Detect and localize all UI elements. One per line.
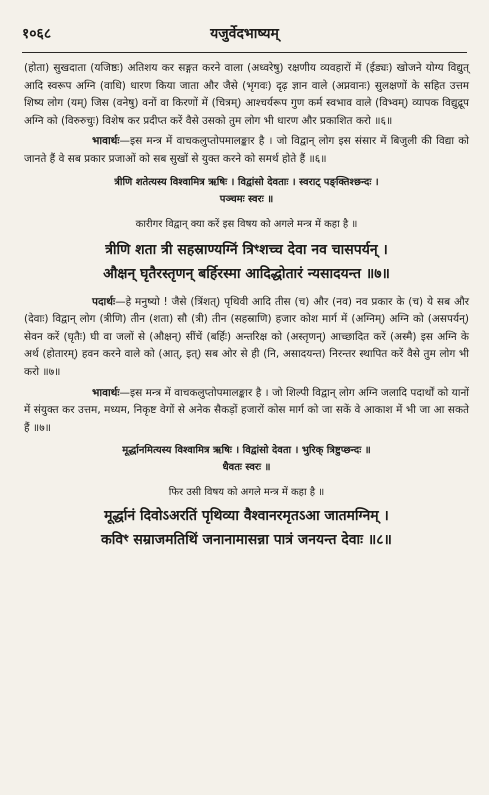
page-number: १०६८ — [22, 26, 52, 42]
padartha-continuation-6: (होता) सुखदाता (यजिष्ठः) अतिशय कर सङ्गत करने वाला (अध्वरेषु) रक्षणीय व्यवहारों में (ईड्यः) खोजने योग्य विद्युत् आदि स्वरूप अग्नि (वाधि) धारण किया जाता और जैसे (भृगवः) दृढ़ ज्ञान वाले (अप्नवानः) सुलक्षणों के सहित उत्तम शिष्य लोग (यम्) जिस (वनेषु) वनों वा किरणों में (चित्रम्) आश्चर्यरूप गुण कर्म स्वभाव वाले (विभ्वम्) व्यापक विद्युद्रूप अग्नि को (विरुरुचुः) विशेष कर प्रदीप्त करें वैसे उसको तुम लोग भी धारण और प्रकाशित करो ॥६॥ — [24, 62, 469, 127]
bhavartha-7 — [24, 385, 469, 438]
page-body — [24, 60, 469, 552]
running-title: यजुर्वेदभाष्यम् — [210, 26, 279, 42]
rishi-devata-chhanda-7: त्रीणि शतेत्यस्य विश्वामित्र ऋषिः । विद्वांसो देवताः । स्वराट् पङ्क्तिश्छन्दः । — [114, 176, 379, 188]
mantra-7-line-2: औक्षन् घृतैरस्तृणन् बर्हिरस्मा आदिद्धोतारं न्यसादयन्त ॥७॥ — [103, 265, 390, 282]
mantra-7-line-1: त्रीणि शता त्री सहस्राण्यग्निं त्रिꣳशच्च देवा नव चासपर्यन् । — [105, 241, 388, 258]
header-rule — [22, 52, 467, 53]
mantra-8-metadata — [24, 442, 469, 476]
mantra-8-line-1: मूर्द्धानं दिवोऽअरतिं पृथिव्या वैश्वानरमृतऽआ जातमग्निम् । — [104, 508, 389, 525]
padartha-7 — [24, 294, 469, 382]
bhavartha-text: —इस मन्त्र में वाचकलुप्तोपमालङ्कार है । जो शिल्पी विद्वान् लोग अग्नि जलादि पदार्थों को यानों में संयुक्त कर उत्तम, मध्यम, निकृष्ट वेगों से अनेक सैकड़ों हजारों कोस मार्ग को जा सकें वे आकाश में भी जा आ सकते हैं ॥७॥ — [24, 386, 469, 434]
mantra-7-metadata — [24, 174, 469, 208]
padartha-label: पदार्थः — [92, 295, 116, 308]
page-header — [22, 24, 467, 44]
svara-8: धैवतः स्वरः ॥ — [222, 462, 271, 474]
mantra-8-line-2: कविꣳ सम्राजमतिथिं जनानामासन्ना पात्रं जनयन्त देवाः ॥८॥ — [101, 532, 392, 549]
mantra-8 — [24, 504, 469, 552]
mantra-8-intro: फिर उसी विषय को अगले मन्त्र में कहा है ॥ — [168, 487, 325, 499]
bhavartha-text: —इस मन्त्र में वाचकलुप्तोपमालङ्कार है । जो विद्वान् लोग इस संसार में बिजुली की विद्या को जानते हैं वे सब प्रकार प्रजाओं को सब सुखों से युक्त करने को समर्थ होते हैं ॥६॥ — [24, 135, 469, 165]
bhavartha-label: भावार्थः — [92, 135, 120, 148]
svara-7: पञ्चमः स्वरः ॥ — [219, 193, 274, 205]
mantra-7 — [24, 238, 469, 286]
bhavartha-6 — [24, 133, 469, 168]
bhavartha-label: भावार्थः — [92, 386, 120, 399]
padartha-text: —हे मनुष्यो ! जैसे (त्रिंशत्) पृथिवी आदि तीस (च) और (नव) नव प्रकार के (च) ये सब और (देवाः) विद्वान् लोग (त्रीणि) तीन (शता) सौ (त्री) तीन (सहस्राणि) हजार कोश मार्ग में (अग्निम्) अग्नि को (असपर्यन्) सेवन करें (घृतैः) घी वा जलों से (औक्षन्) सींचें (बर्हिः) अन्तरिक्ष को (अस्तृणन्) आच्छादित करें (अस्मै) इस अग्नि के अर्थ (होतारम्) हवन करने वाले को (आत्, इत्) सब ओर से ही (नि, असादयन्त) निरन्तर स्थापित करें वैसे तुम लोग भी करो ॥७॥ — [24, 295, 469, 378]
rishi-devata-chhanda-8: मूर्द्धानमित्यस्य विश्वामित्र ऋषिः । विद्वांसो देवता । भुरिक् त्रिष्टुप्छन्दः ॥ — [122, 445, 371, 457]
mantra-7-intro: कारीगर विद्वान् क्या करें इस विषय को अगले मन्त्र में कहा है ॥ — [135, 218, 358, 230]
